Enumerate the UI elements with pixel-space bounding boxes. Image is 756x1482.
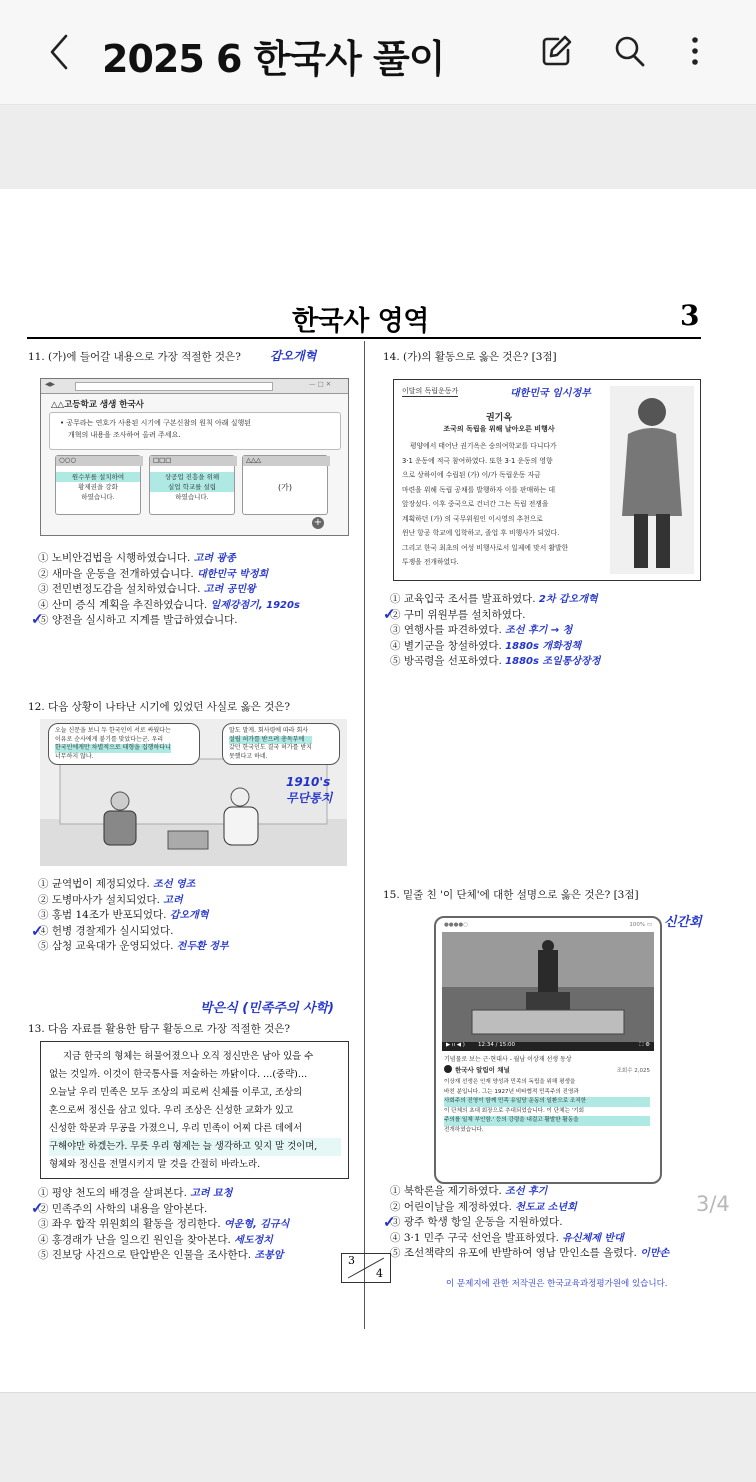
copyright-notice: 이 문제지에 관한 저작권은 한국교육과정평가원에 있습니다. xyxy=(446,1279,668,1289)
aviator-portrait-image xyxy=(610,386,694,574)
card-name: 권기옥 xyxy=(485,413,513,423)
search-icon[interactable] xyxy=(612,32,648,70)
question-14-card xyxy=(393,379,701,581)
more-options-icon[interactable] xyxy=(680,32,710,70)
answer-checkmark-icon: ✓ xyxy=(31,1199,44,1217)
answer-checkmark-icon: ✓ xyxy=(31,610,44,628)
question-13-options: ① 평양 천도의 배경을 살펴본다. 고려 묘청 ② 민족주의 사학의 내용을 알아본다. ③ 좌우 합작 위원회의 활동을 정리한다. 여운형, 김규식 ④ 홍경래가 난을 일으킨 원인을 찾아본다. 세도정치 ⑤ 진보당 사건으로 탄압받은 인물을 조사한다. 조봉암 xyxy=(38,1187,290,1261)
phone-status-left: ●●●●○ xyxy=(444,922,468,928)
header-rule xyxy=(27,337,701,339)
video-description: 이상재 선생은 인재 양성과 민족의 독립을 위해 평생을 바친 분입니다. 그는 1927년 비타협적 민족주의 진영과 사회주의 진영이 함께 민족 유일당 운동의 일환으로 조직한 이 단체의 초대 회장으로 추대되었습니다. 이 단체는 '기회 주의를 일체 부인함.' 등의 강령을 내걸고 활발한 활동을 전개하였습니다. xyxy=(444,1078,650,1135)
card-2-text: 상공업 진흥을 위해 실업 학교를 설립 하였습니다. xyxy=(150,472,234,502)
question-15-phone xyxy=(434,916,662,1184)
document-title: 2025 6 한국사 풀이 xyxy=(102,37,445,81)
toolbar-band xyxy=(0,105,756,189)
page-number: 3 xyxy=(680,299,700,332)
board-instruction xyxy=(49,412,341,450)
board-desc-line-1: • 공무라는 연호가 사용된 시기에 구본신참의 원칙 아래 실행된 xyxy=(60,419,251,427)
handwritten-note: 1910's 무단통치 xyxy=(286,775,333,805)
answer-checkmark-icon: ✓ xyxy=(383,605,396,623)
document-page xyxy=(0,189,756,1392)
play-icon[interactable]: ▶ ıı ◀ ) xyxy=(446,1042,465,1048)
card-3-text: (가) xyxy=(278,483,292,492)
board-title: △△고등학교 생생 한국사 xyxy=(51,400,144,410)
phone-status-right: 100% ▭ xyxy=(629,922,652,928)
question-12-illustration xyxy=(40,719,347,866)
handwritten-note: 신간회 xyxy=(664,915,702,930)
handwritten-note: 박은식 (민족주의 사학) xyxy=(200,1001,334,1016)
card-text: 평양에서 태어난 권기옥은 숭의여학교를 다니다가 3·1 운동에 적극 참여하였다. 또한 3·1 운동의 영향 으로 상하이에 수립된 (가) 이/가 독립운동 자금 마련을 위해 독립 공채를 발행하자 이를 판매하는 데 앞장섰다. 이후 중국으로 건너간 그는 독립 전쟁을 계획하던 (가) 의 국무위원인 이시영의 추천으로 윈난 항공 학교에 입학하고, 졸업 후 비행사가 되었다. 그리고 한국 최초의 여성 비행사로서 일제에 맞서 활발한 투쟁을 전개하였다. xyxy=(402,442,569,566)
question-15-stem: 15. 밑줄 친 '이 단체'에 대한 설명으로 옳은 것은? [3점] xyxy=(383,889,639,901)
card-1 xyxy=(55,455,141,515)
card-2-head: □□□ xyxy=(150,456,237,466)
card-3-head: △△△ xyxy=(243,456,330,466)
question-13-stem: 13. 다음 자료를 활용한 탐구 활동으로 가장 적절한 것은? xyxy=(28,1023,291,1035)
bottom-bar xyxy=(0,1392,756,1482)
handwritten-note: 대한민국 임시정부 xyxy=(510,388,591,399)
question-14-stem: 14. (가)의 활동으로 옳은 것은? [3점] xyxy=(383,351,557,363)
board-desc-line-2: 개혁의 내용을 조사하여 올려 주세요. xyxy=(68,431,181,439)
passage-text: 지금 한국의 형체는 허물어졌으나 오직 정신만은 남아 있을 수 없는 것일까. 이것이 한국통사를 저술하는 까닭이다. …(중략)… 오늘날 우리 민족은 모두 조상의 피로써 신체를 이루고, 조상의 혼으로써 정신을 삼고 있다. 우리 조상은 신성한 교화가 있고 신성한 학문과 무공을 가졌으니, 우리 민족이 어찌 다른 데에서 구해야만 하겠는가. 무릇 우리 형제는 늘 생각하고 잊지 말 것이며, 형체와 정신을 전멸시키지 말 것을 간절히 바라노라. xyxy=(49,1048,341,1174)
question-11-options: ① 노비안검법을 시행하였습니다. 고려 광종 ② 새마을 운동을 전개하였습니다. 대한민국 박정희 ③ 전민변정도감을 설치하였습니다. 고려 공민왕 ④ 산미 증식 계획을 추진하였습니다. 일제강점기, 1920s ⑤ 양전을 실시하고 지계를 발급하였습니다. xyxy=(38,552,300,626)
card-2 xyxy=(149,455,235,515)
section-title: 한국사 영역 xyxy=(292,306,429,337)
card-tag: 이달의 독립운동가 xyxy=(402,387,459,395)
card-1-head: ○○○ xyxy=(56,456,143,466)
handwritten-note: 갑오개혁 xyxy=(270,349,317,363)
column-divider xyxy=(364,341,365,1329)
question-13-passage-box xyxy=(40,1041,349,1179)
card-1-text: 원수부를 설치하여 황제권을 강화 하였습니다. xyxy=(56,472,140,502)
answer-checkmark-icon: ✓ xyxy=(31,922,44,940)
question-11-board xyxy=(40,378,349,536)
page-fraction-box: 3 4 xyxy=(341,1253,391,1283)
question-14-options: ① 교육입국 조서를 발표하였다. 2차 갑오개혁 ② 구미 위원부를 설치하였다. ③ 연행사를 파견하였다. 조선 후기 → 청 ④ 별기군을 창설하였다. 1880s 개화정책 ⑤ 방곡령을 선포하였다. 1880s 조일통상장정 xyxy=(390,593,601,667)
question-12-stem: 12. 다음 상황이 나타난 시기에 있었던 사실로 옳은 것은? xyxy=(28,701,291,713)
card-subtitle: 조국의 독립을 위해 날아오른 비행사 xyxy=(443,425,555,433)
channel-logo-icon xyxy=(444,1065,452,1073)
video-controls[interactable] xyxy=(442,1042,654,1051)
question-15-options: ① 북학론을 제기하였다. 조선 후기 ② 어린이날을 제정하였다. 천도교 소년회 ③ 광주 학생 항일 운동을 지원하였다. ④ 3·1 민주 구국 선언을 발표하였다. 유신체제 반대 ⑤ 조선책략의 유포에 반발하여 영남 만인소를 올렸다. 이만손 xyxy=(390,1185,670,1259)
video-title: 기념물로 보는 근·현대사 - 월남 이상재 선생 동상 xyxy=(444,1056,572,1063)
window-controls-icon: — □ ✕ xyxy=(309,380,332,388)
fullscreen-icon[interactable]: ⛶ ⚙ xyxy=(639,1042,650,1048)
channel-name: 한국사 알림이 채널 xyxy=(455,1066,510,1074)
video-time: 12:34 / 15:00 xyxy=(478,1042,516,1048)
nav-arrows-icon: ◀▶ xyxy=(45,380,55,388)
view-count: 조회수 2,025 xyxy=(616,1068,650,1074)
address-bar xyxy=(75,382,273,391)
speech-bubble-left: 오늘 신문을 보니 두 한국인이 서로 싸웠다는 이유로 순사에게 붙기를 맞았다는군. 우리 한국인에게만 차별적으로 태형을 집행하다니 너무하지 않나. xyxy=(48,723,200,765)
question-12-options: ① 균역법이 제정되었다. 조선 영조 ② 도병마사가 설치되었다. 고려 ③ 홍범 14조가 반포되었다. 갑오개혁 ④ 헌병 경찰제가 실시되었다. ⑤ 삼청 교육대가 운영되었다. 전두환 정부 xyxy=(38,878,229,952)
answer-checkmark-icon: ✓ xyxy=(383,1213,396,1231)
app-bar xyxy=(0,0,756,105)
page-indicator: 3/4 xyxy=(696,1192,730,1216)
card-3 xyxy=(242,455,328,515)
add-circle-icon: + xyxy=(313,517,323,528)
question-11-stem: 11. (가)에 들어갈 내용으로 가장 적절한 것은? xyxy=(28,351,241,363)
back-arrow-icon[interactable] xyxy=(44,30,78,74)
speech-bubble-right: 말도 말게. 회사령에 따라 회사 설립 허가를 받으려 총독부에 갔던 한국인도 결국 허가를 받지 못했다고 하네. xyxy=(222,723,340,765)
edit-icon[interactable] xyxy=(538,32,574,70)
statue-video-thumbnail xyxy=(442,932,654,1042)
browser-bar xyxy=(41,379,348,394)
